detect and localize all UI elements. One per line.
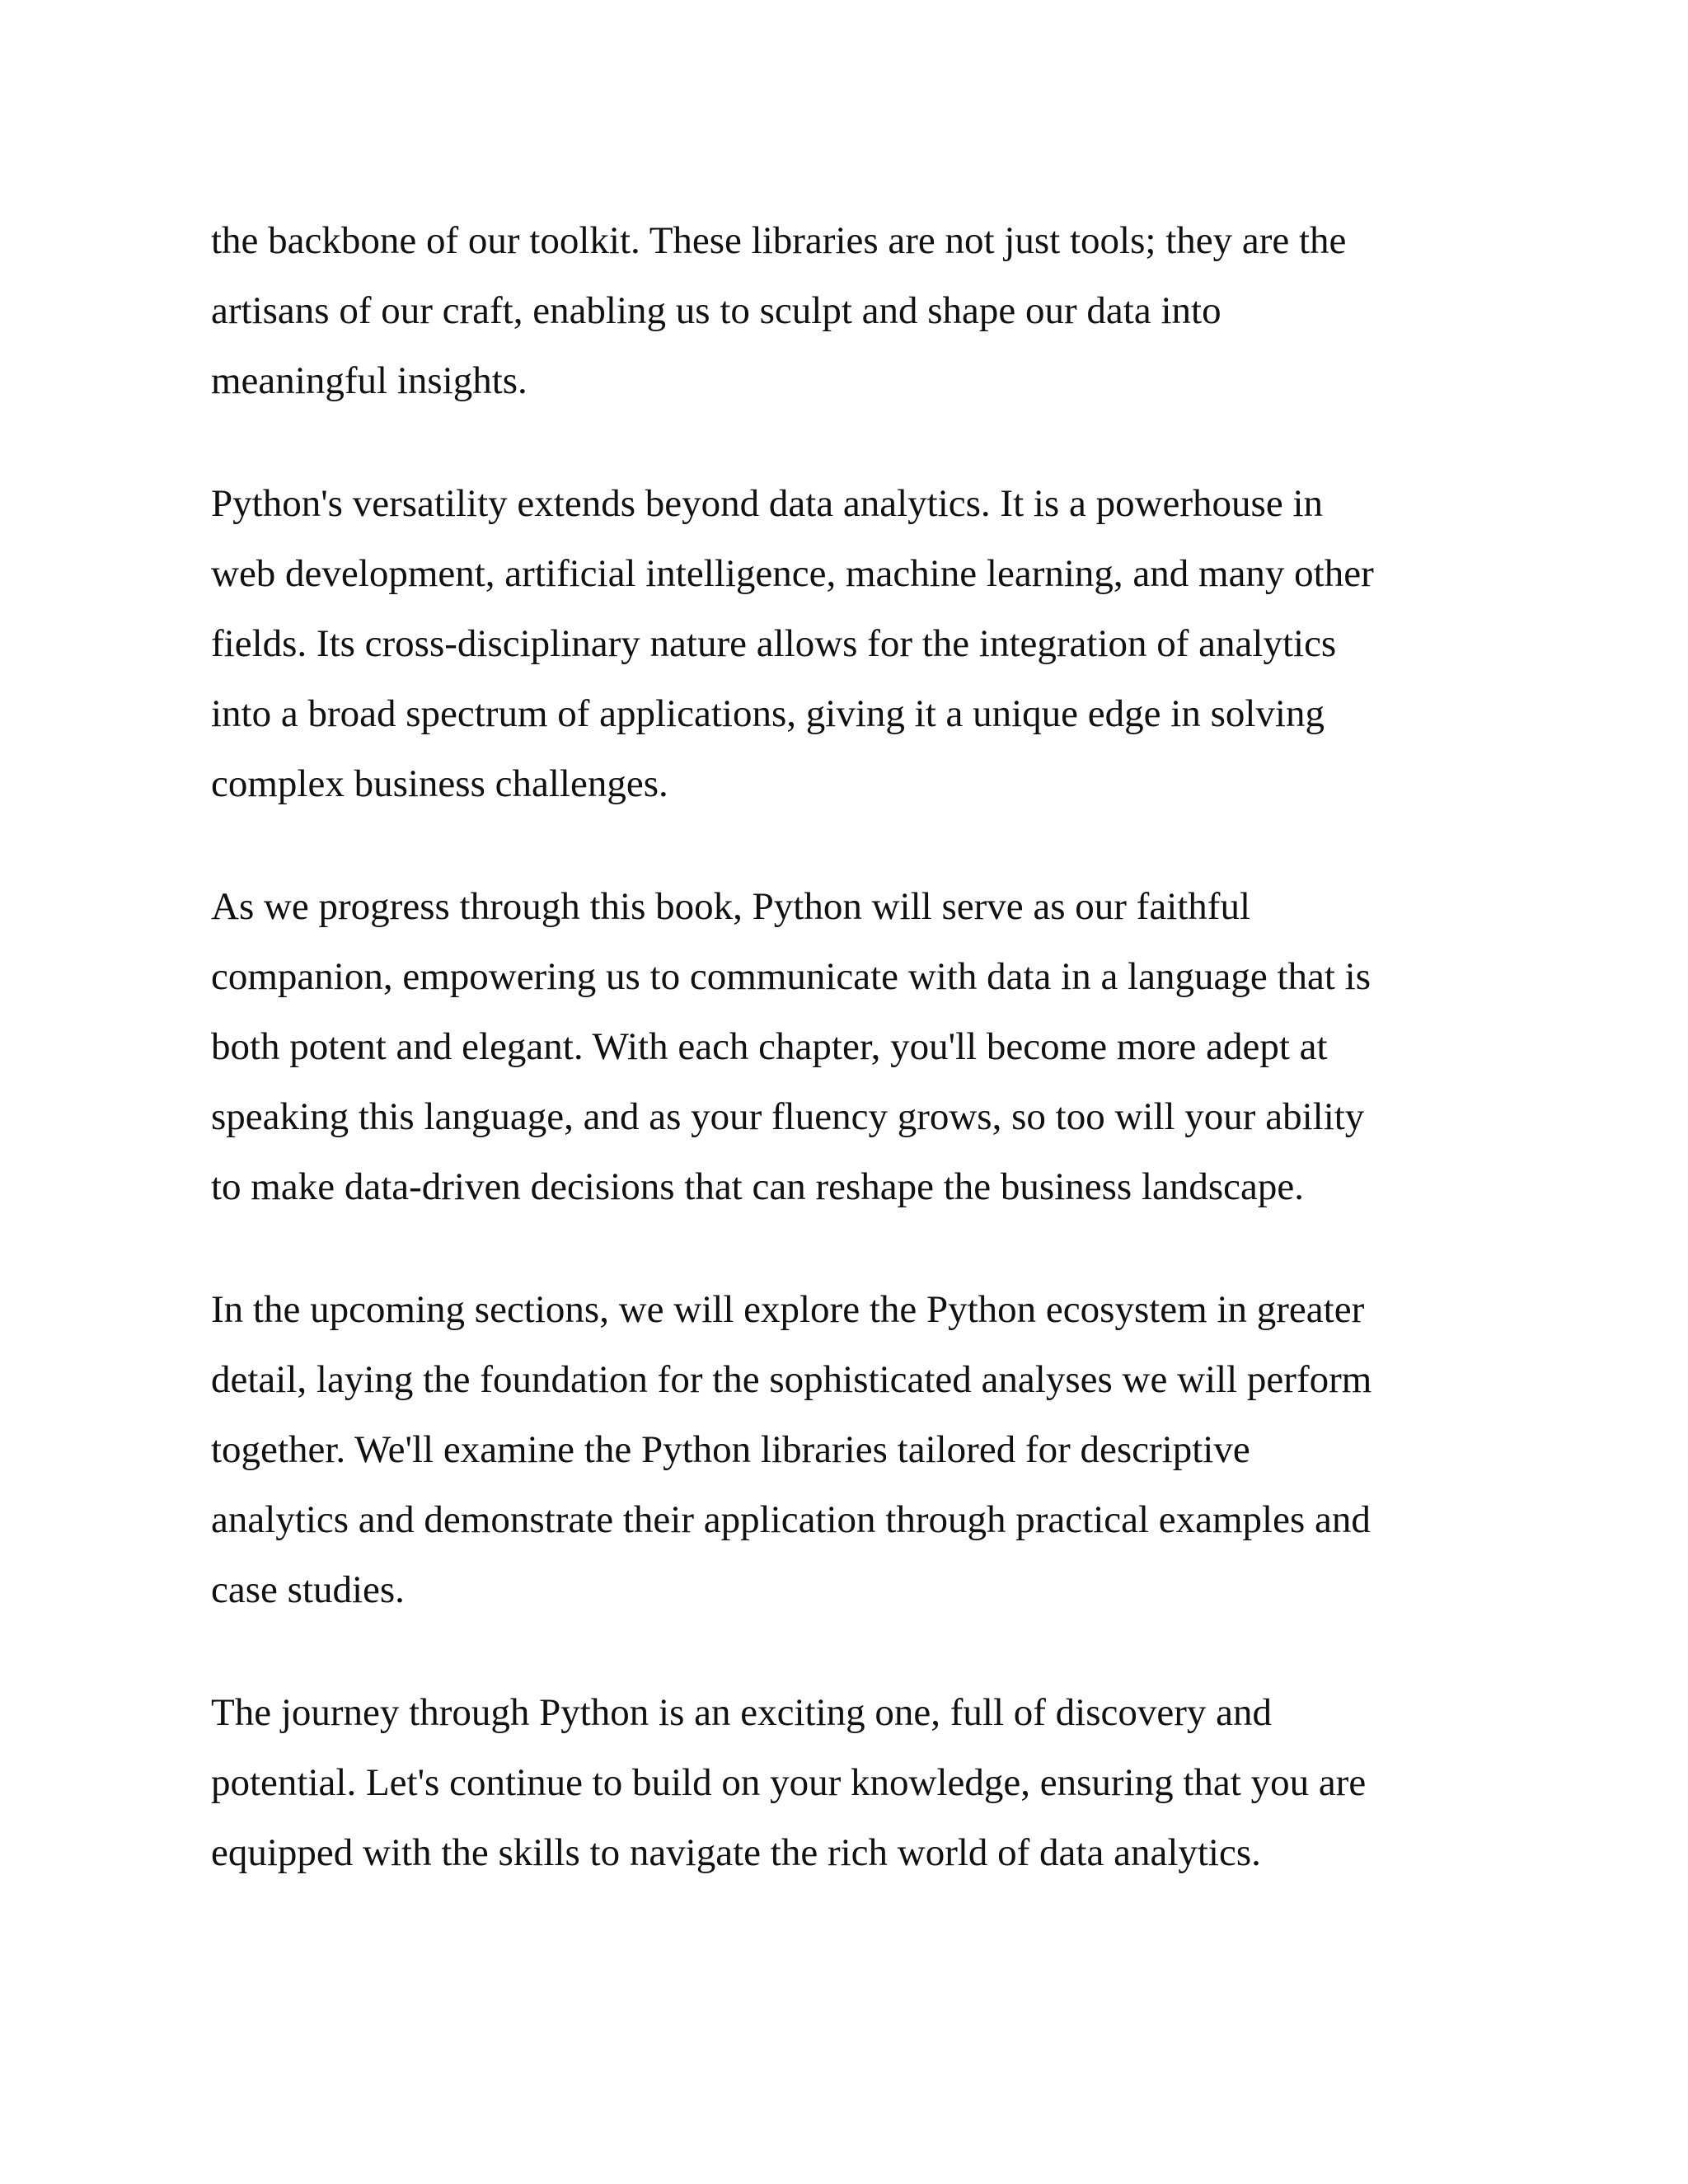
text-line: fields. Its cross-disciplinary nature allows for the integration of analytics: [211, 622, 1337, 665]
paragraph-5: [211, 1678, 1497, 1888]
text-line: complex business challenges.: [211, 762, 668, 805]
text-line: The journey through Python is an exciting one, full of discovery and: [211, 1691, 1273, 1734]
text-line: into a broad spectrum of applications, giving it a unique edge in solving: [211, 692, 1325, 735]
paragraph-2: [211, 469, 1497, 819]
text-line: detail, laying the foundation for the sophisticated analyses we will perform: [211, 1358, 1372, 1401]
text-line: artisans of our craft, enabling us to sculpt and shape our data into: [211, 289, 1221, 332]
text-line: In the upcoming sections, we will explore the Python ecosystem in greater: [211, 1288, 1365, 1331]
text-line: together. We'll examine the Python libraries tailored for descriptive: [211, 1428, 1250, 1471]
paragraph-4: [211, 1275, 1497, 1625]
page-body-text: [211, 206, 1497, 1941]
text-line: Python's versatility extends beyond data analytics. It is a powerhouse in: [211, 482, 1324, 525]
text-line: web development, artificial intelligence, machine learning, and many other: [211, 552, 1374, 595]
paragraph-1: [211, 206, 1497, 416]
text-line: potential. Let's continue to build on your knowledge, ensuring that you are: [211, 1761, 1367, 1804]
text-line: speaking this language, and as your fluency grows, so too will your ability: [211, 1095, 1365, 1138]
text-line: to make data-driven decisions that can reshape the business landscape.: [211, 1165, 1304, 1208]
text-line: companion, empowering us to communicate with data in a language that is: [211, 955, 1372, 998]
text-line: the backbone of our toolkit. These libraries are not just tools; they are the: [211, 219, 1347, 262]
text-line: case studies.: [211, 1568, 405, 1611]
text-line: meaningful insights.: [211, 359, 528, 402]
text-line: equipped with the skills to navigate the rich world of data analytics.: [211, 1831, 1261, 1874]
text-line: As we progress through this book, Python will serve as our faithful: [211, 885, 1251, 928]
text-line: both potent and elegant. With each chapter, you'll become more adept at: [211, 1025, 1328, 1068]
text-line: analytics and demonstrate their application through practical examples and: [211, 1498, 1371, 1541]
paragraph-3: [211, 872, 1497, 1222]
